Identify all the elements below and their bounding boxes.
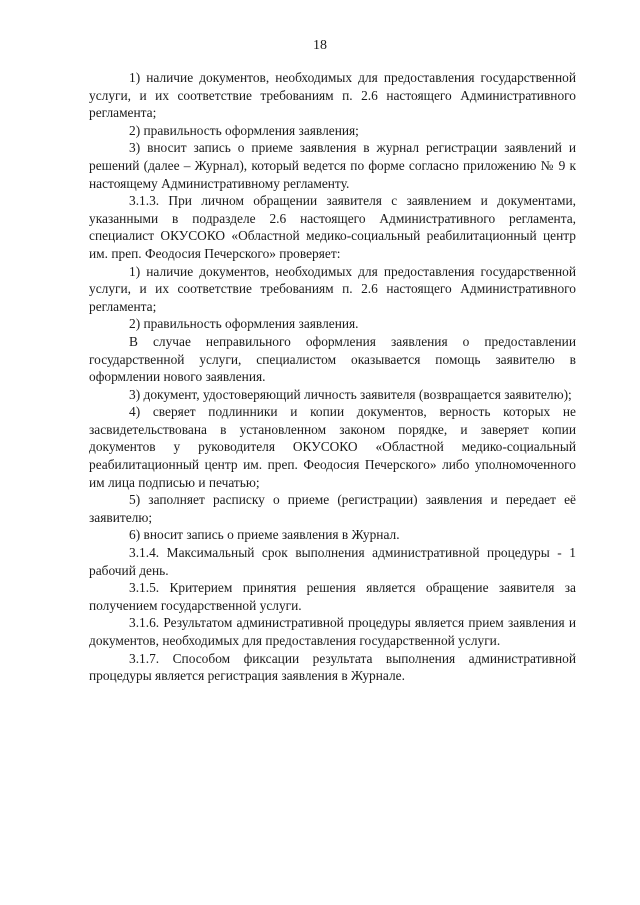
paragraph-5: 1) наличие документов, необходимых для предоставления государственной услуги, и их соответствие требованиям п. 2.6 настоящего Административного регламента; <box>89 263 576 314</box>
paragraph-7: В случае неправильного оформления заявления о предоставлении государственной услуги, специалистом оказывается помощь заявителю в оформлении нового заявления. <box>89 333 576 385</box>
paragraph-4: 3.1.3. При личном обращении заявителя с заявлением и документами, указанными в подразделе 2.6 настоящего Административного регламента, специалист ОКУСОКО «Областной медико-социальный реабилитационный центр им. преп. Феодосия Печерского» проверяет: <box>89 193 576 261</box>
paragraph-14: 3.1.6. Результатом административной процедуры является прием заявления и документов, необходимых для предоставления государственной услуги. <box>89 615 576 648</box>
paragraph-8: 3) документ, удостоверяющий личность заявителя (возвращается заявителю); <box>129 386 572 402</box>
paragraph-2: 2) правильность оформления заявления; <box>129 122 359 138</box>
paragraph-6: 2) правильность оформления заявления. <box>129 316 359 332</box>
paragraph-3: 3) вносит запись о приеме заявления в журнал регистрации заявлений и решений (далее – Журнал), который ведется по форме согласно приложению № 9 к настоящему Административному регламенту. <box>89 140 576 191</box>
paragraph-1: 1) наличие документов, необходимых для предоставления государственной услуги, и их соответствие требованиям п. 2.6 настоящего Административного регламента; <box>89 70 576 121</box>
paragraph-12: 3.1.4. Максимальный срок выполнения административной процедуры - 1 рабочий день. <box>89 545 576 578</box>
paragraph-10: 5) заполняет расписку о приеме (регистрации) заявления и передает её заявителю; <box>89 492 576 525</box>
paragraph-9: 4) сверяет подлинники и копии документов, верность которых не засвидетельствована в установленном законом порядке, и заверяет копии документов у руководителя ОКУСОКО «Областной медико-социальный реабилитационный центр им. преп. Феодосия Печерского» либо уполномоченного им лица подписью и печатью; <box>89 404 576 490</box>
paragraph-15: 3.1.7. Способом фиксации результата выполнения административной процедуры является регистрация заявления в Журнале. <box>89 650 576 684</box>
page-number: 18 <box>313 38 327 53</box>
paragraph-13: 3.1.5. Критерием принятия решения является обращение заявителя за получением государственной услуги. <box>89 580 576 613</box>
document-body <box>89 69 576 685</box>
paragraph-11: 6) вносит запись о приеме заявления в Журнал. <box>129 527 400 543</box>
